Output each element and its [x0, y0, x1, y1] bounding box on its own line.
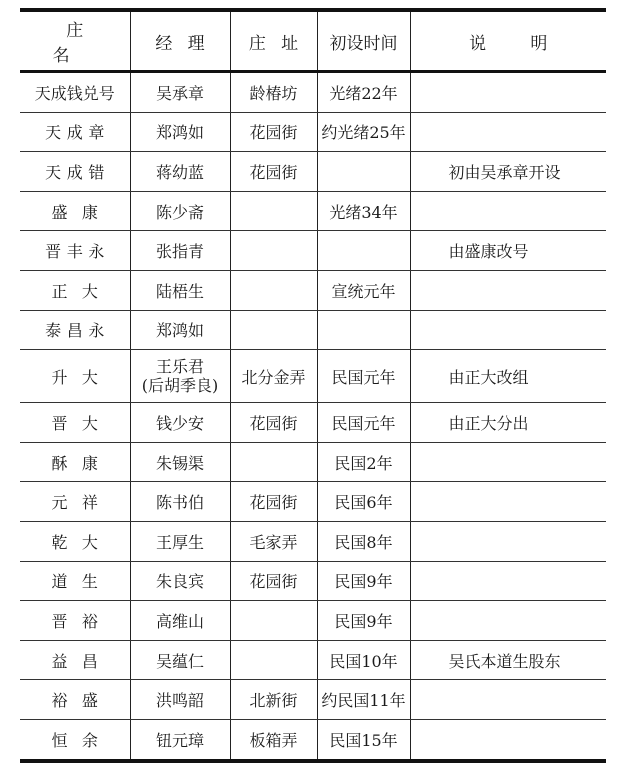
table-row [20, 72, 606, 113]
cell-manager: 蒋幼蓝 [130, 152, 230, 192]
cell-manager: 吴蕴仁 [130, 640, 230, 680]
cell-manager: 洪鸣韶 [130, 680, 230, 720]
cell-address [230, 310, 317, 350]
cell-founded: 民国9年 [317, 601, 410, 641]
cell-address [230, 640, 317, 680]
cell-founded: 民国2年 [317, 442, 410, 482]
header-founded: 初设时间 [317, 10, 410, 72]
cell-note [410, 521, 606, 561]
cell-manager: 郑鸿如 [130, 112, 230, 152]
cell-name: 道生 [20, 561, 130, 601]
document-page [20, 8, 606, 763]
table-row [20, 601, 606, 641]
table-row [20, 191, 606, 231]
cell-note [410, 601, 606, 641]
table-row [20, 442, 606, 482]
cell-founded [317, 231, 410, 271]
table-row [20, 719, 606, 760]
cell-name: 恒余 [20, 719, 130, 760]
cell-note [410, 680, 606, 720]
cell-note [410, 310, 606, 350]
table-row [20, 521, 606, 561]
cell-address: 毛家弄 [230, 521, 317, 561]
cell-manager: 朱良宾 [130, 561, 230, 601]
cell-founded: 民国元年 [317, 403, 410, 443]
cell-address [230, 191, 317, 231]
cell-address: 花园街 [230, 482, 317, 522]
cell-address: 板箱弄 [230, 719, 317, 760]
table-header-row [20, 10, 606, 72]
cell-manager: 王厚生 [130, 521, 230, 561]
cell-note [410, 482, 606, 522]
cell-manager: 陈少斋 [130, 191, 230, 231]
cell-name: 酥康 [20, 442, 130, 482]
cell-founded: 民国元年 [317, 350, 410, 403]
cell-address [230, 231, 317, 271]
table-row [20, 270, 606, 310]
header-note: 说明 [410, 10, 606, 72]
cell-manager: 吴承章 [130, 72, 230, 113]
cell-name: 晋大 [20, 403, 130, 443]
cell-name: 晋丰永 [20, 231, 130, 271]
cell-name: 正大 [20, 270, 130, 310]
cell-manager: 朱锡渠 [130, 442, 230, 482]
cell-founded [317, 310, 410, 350]
cell-founded: 民国10年 [317, 640, 410, 680]
cell-address: 花园街 [230, 403, 317, 443]
cell-founded [317, 152, 410, 192]
table-row [20, 680, 606, 720]
cell-founded: 民国15年 [317, 719, 410, 760]
table-row [20, 350, 606, 403]
header-name: 庄名 [20, 10, 130, 72]
cell-note: 由正大分出 [410, 403, 606, 443]
header-address: 庄址 [230, 10, 317, 72]
cell-name: 天成错 [20, 152, 130, 192]
cell-address [230, 442, 317, 482]
table-row [20, 403, 606, 443]
cell-name: 晋裕 [20, 601, 130, 641]
manager-line-2: (后胡季良) [141, 376, 219, 396]
cell-founded: 宣统元年 [317, 270, 410, 310]
table-row [20, 482, 606, 522]
cell-address [230, 270, 317, 310]
cell-manager: 钱少安 [130, 403, 230, 443]
cell-note: 初由吴承章开设 [410, 152, 606, 192]
cell-address: 花园街 [230, 112, 317, 152]
cell-note [410, 561, 606, 601]
table-row [20, 231, 606, 271]
money-shop-table [20, 8, 606, 763]
cell-manager: 陆梧生 [130, 270, 230, 310]
cell-manager: 陈书伯 [130, 482, 230, 522]
cell-name: 乾大 [20, 521, 130, 561]
cell-name: 天成钱兑号 [20, 72, 130, 113]
cell-note: 吴氏本道生股东 [410, 640, 606, 680]
cell-manager: 张指青 [130, 231, 230, 271]
cell-founded: 民国9年 [317, 561, 410, 601]
cell-note [410, 72, 606, 113]
cell-name: 盛康 [20, 191, 130, 231]
cell-name: 升大 [20, 350, 130, 403]
cell-address: 花园街 [230, 152, 317, 192]
cell-name: 裕盛 [20, 680, 130, 720]
cell-manager: 钮元璋 [130, 719, 230, 760]
cell-name: 元祥 [20, 482, 130, 522]
cell-name: 益昌 [20, 640, 130, 680]
cell-address: 花园街 [230, 561, 317, 601]
table-row [20, 112, 606, 152]
table-row [20, 310, 606, 350]
manager-line-1: 王乐君 [155, 357, 204, 377]
cell-note [410, 191, 606, 231]
cell-address: 北分金弄 [230, 350, 317, 403]
cell-note [410, 442, 606, 482]
cell-note [410, 270, 606, 310]
cell-address: 龄椿坊 [230, 72, 317, 113]
cell-note [410, 112, 606, 152]
cell-address [230, 601, 317, 641]
header-manager: 经理 [130, 10, 230, 72]
cell-manager [130, 350, 230, 403]
table-row [20, 561, 606, 601]
cell-name: 泰昌永 [20, 310, 130, 350]
table-row [20, 640, 606, 680]
cell-manager: 高维山 [130, 601, 230, 641]
cell-founded: 约光绪25年 [317, 112, 410, 152]
cell-manager: 郑鸿如 [130, 310, 230, 350]
table-row [20, 152, 606, 192]
cell-founded: 光绪34年 [317, 191, 410, 231]
cell-note: 由盛康改号 [410, 231, 606, 271]
cell-address: 北新街 [230, 680, 317, 720]
cell-founded: 约民国11年 [317, 680, 410, 720]
cell-name: 天成章 [20, 112, 130, 152]
cell-note [410, 719, 606, 760]
cell-note: 由正大改组 [410, 350, 606, 403]
cell-founded: 民国8年 [317, 521, 410, 561]
cell-founded: 光绪22年 [317, 72, 410, 113]
cell-founded: 民国6年 [317, 482, 410, 522]
